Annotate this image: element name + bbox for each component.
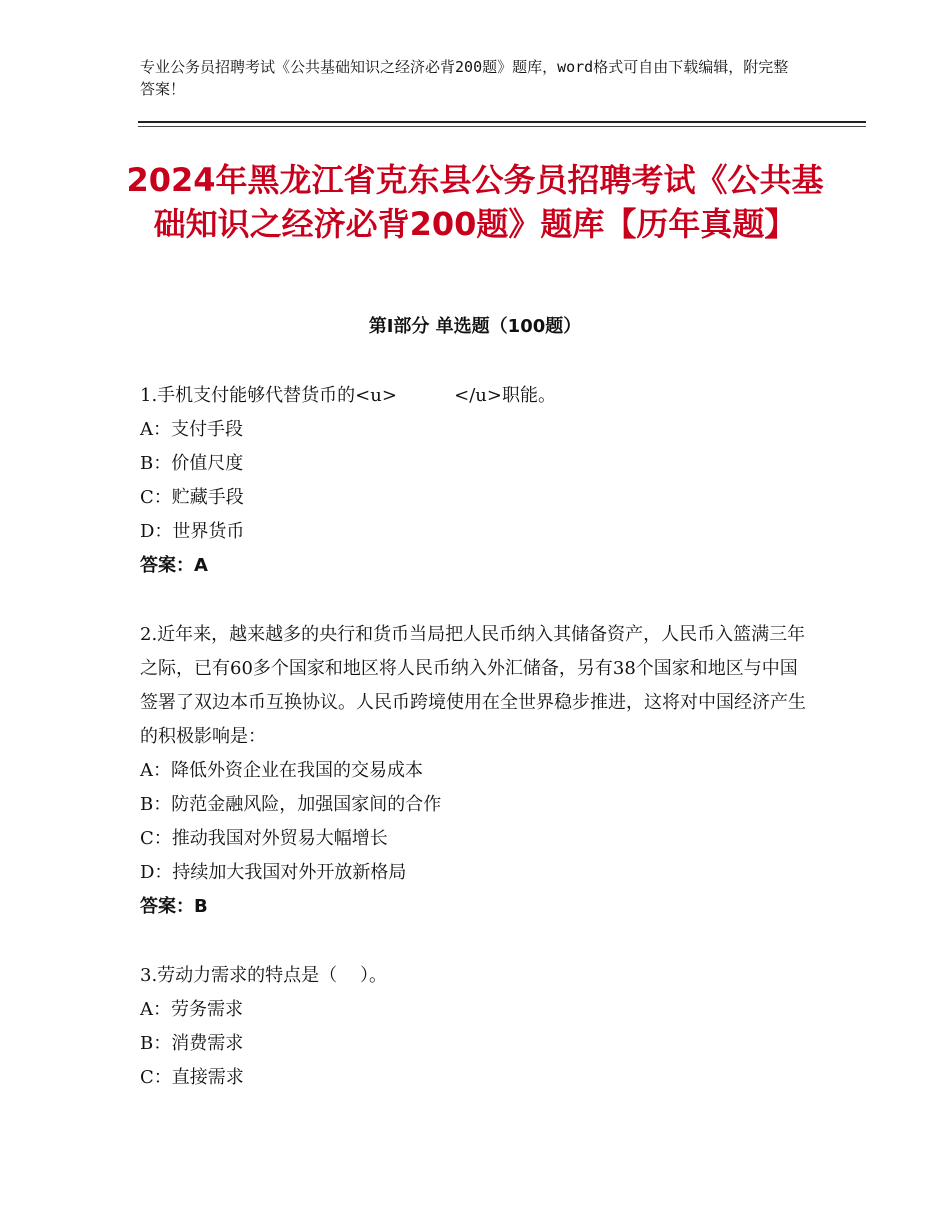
question-stem: 1.手机支付能够代替货币的<u> </u>职能。 <box>140 385 556 406</box>
section-title: 第I部分 单选题（100题） <box>368 316 582 337</box>
document-title: 2024年黑龙江省克东县公务员招聘考试《公共基础知识之经济必背200题》题库【历年真题】 <box>126 161 824 243</box>
question-3 <box>140 959 810 1095</box>
option-c: C：推动我国对外贸易大幅增长 <box>140 828 388 849</box>
question-1 <box>140 379 810 583</box>
answer: 答案：B <box>140 896 208 917</box>
option-b: B：防范金融风险，加强国家间的合作 <box>140 794 442 815</box>
header-rule <box>138 121 866 123</box>
option-b: B：价值尺度 <box>140 453 244 474</box>
option-a: A：降低外资企业在我国的交易成本 <box>140 760 423 781</box>
option-a: A：劳务需求 <box>140 999 243 1020</box>
option-c: C：直接需求 <box>140 1067 244 1088</box>
header-note: 专业公务员招聘考试《公共基础知识之经济必背200题》题库，word格式可自由下载编辑，附完整答案！ <box>140 58 789 98</box>
question-stem: 2.近年来，越来越多的央行和货币当局把人民币纳入其储备资产，人民币入篮满三年之际，已有60多个国家和地区将人民币纳入外汇储备，另有38个国家和地区与中国签署了双边本币互换协议。人民币跨境使用在全世界稳步推进，这将对中国经济产生的积极影响是： <box>140 624 806 747</box>
option-c: C：贮藏手段 <box>140 487 244 508</box>
question-stem: 3.劳动力需求的特点是（ ）。 <box>140 965 388 986</box>
answer: 答案：A <box>140 555 208 576</box>
option-d: D：世界货币 <box>140 521 245 542</box>
option-b: B：消费需求 <box>140 1033 244 1054</box>
option-a: A：支付手段 <box>140 419 243 440</box>
option-d: D：持续加大我国对外开放新格局 <box>140 862 407 883</box>
header-rule-thin <box>138 126 866 127</box>
question-2 <box>140 618 810 924</box>
